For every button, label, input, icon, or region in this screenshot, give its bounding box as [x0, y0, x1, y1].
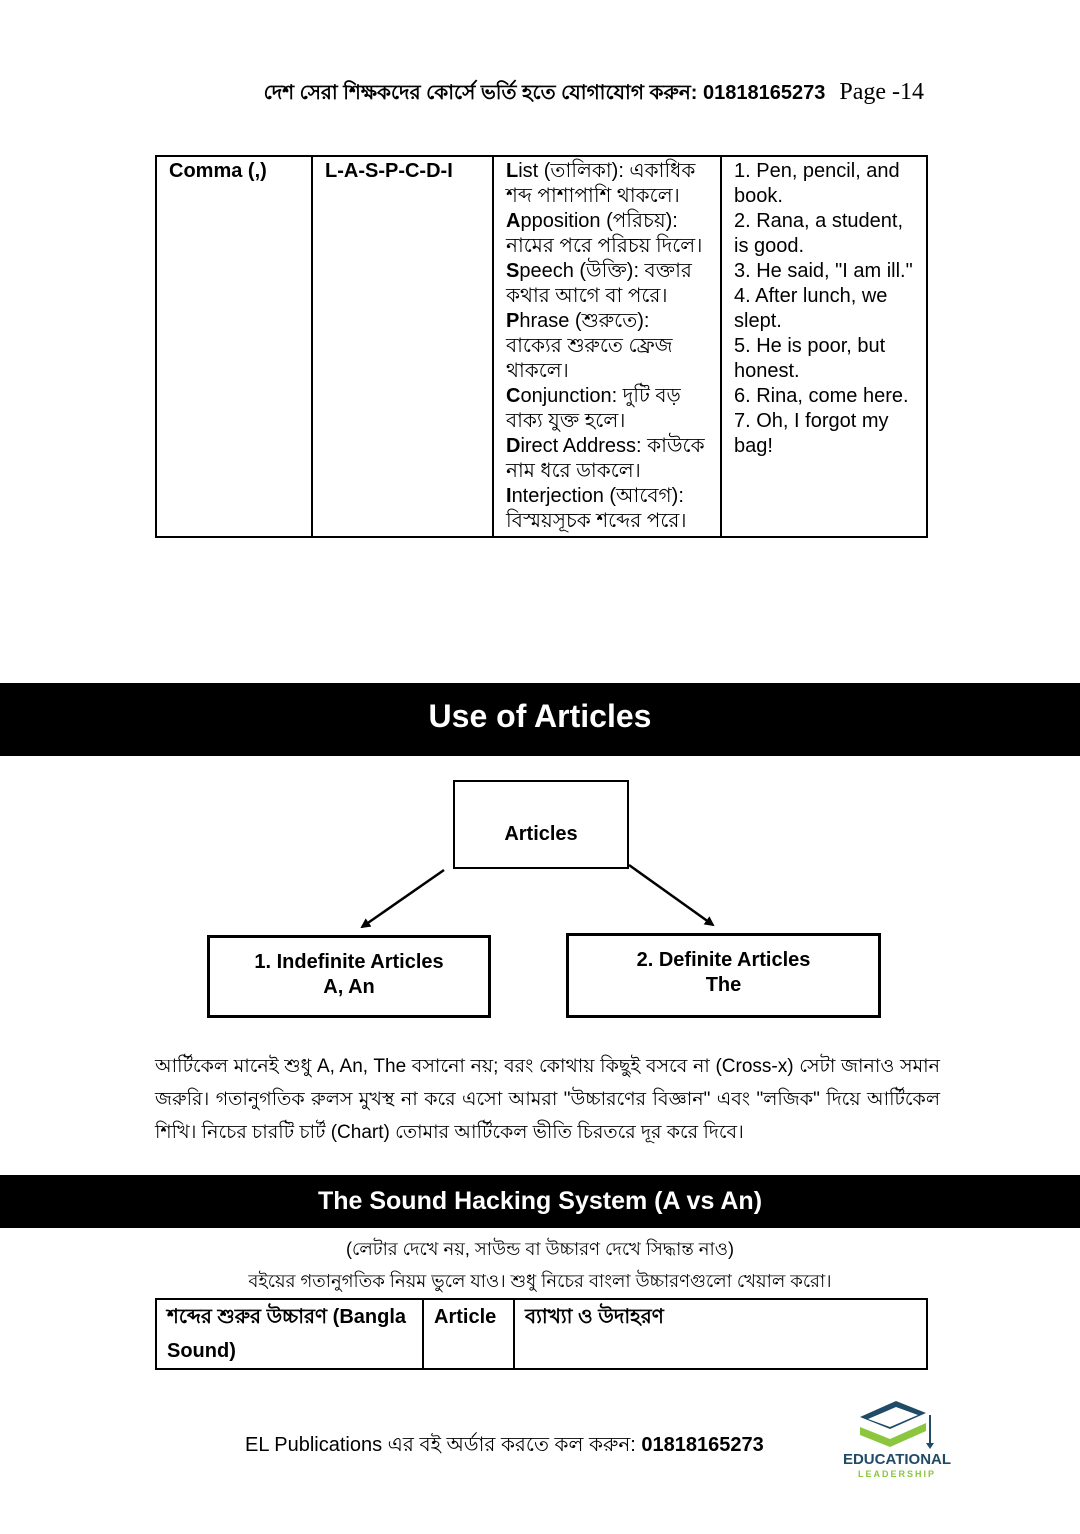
table-header-row — [156, 1299, 927, 1369]
rule-item: Interjection (আবেগ): বিস্ময়সূচক শব্দের পরে। — [506, 485, 687, 532]
rule-item: Direct Address: কাউকে নাম ধরে ডাকলে। — [506, 435, 705, 482]
column-header-explanation: ব্যাখ্যা ও উদাহরণ — [514, 1299, 927, 1369]
rule-item: Phrase (শুরুতে): বাক্যের শুরুতে ফ্রেজ থাকলে। — [506, 310, 673, 382]
definite-title: 2. Definite Articles — [636, 949, 811, 971]
column-header-sound: শব্দের শুরুর উচ্চারণ (Bangla Sound) — [156, 1299, 423, 1369]
sound-hacking-heading: The Sound Hacking System (A vs An) — [0, 1175, 1080, 1228]
column-header-article: Article — [423, 1299, 514, 1369]
diagram-root-box — [453, 780, 629, 869]
logo-name: EDUCATIONAL — [842, 1451, 952, 1468]
example-item: 3. He said, "I am ill." — [734, 260, 913, 282]
indefinite-items: A, An — [323, 976, 375, 998]
rule-item: Speech (উক্তি): বক্তার কথার আগে বা পরে। — [506, 260, 692, 307]
sound-note: বইয়ের গতানুগতিক নিয়ম ভুলে যাও। শুধু নিচের বাংলা উচ্চারণগুলো খেয়াল করো। — [248, 1271, 832, 1291]
mnemonic-cell: L-A-S-P-C-D-I — [312, 156, 493, 537]
footer-label: EL Publications এর বই অর্ডার করতে কল করুন: — [245, 1434, 642, 1456]
rule-item: List (তালিকা): একাধিক শব্দ পাশাপাশি থাকলে। — [506, 160, 696, 207]
sound-table — [155, 1298, 928, 1370]
diagram-root-label: Articles — [504, 823, 578, 845]
rule-item: Apposition (পরিচয়): নামের পরে পরিচয় দিলে। — [506, 210, 703, 257]
articles-intro-paragraph: আর্টিকেল মানেই শুধু A, An, The বসানো নয়; বরং কোথায় কিছুই বসবে না (Cross-x) সেটা জানাও সমান জরুরি। গতানুগতিক রুলস মুখস্থ না করে এসো আমরা "উচ্চারণের বিজ্ঞান" এবং "লজিক" দিয়ে আর্টিকেল শিখি। নিচের চারটি চার্ট (Chart) তোমার আর্টিকেল ভীতি চিরতরে দূর করে দিবে। — [155, 1056, 940, 1143]
sound-subtitle: (লেটার দেখে নয়, সাউন্ড বা উচ্চারণ দেখে সিদ্ধান্ত নাও) — [346, 1239, 734, 1259]
footer-text — [245, 1430, 764, 1463]
example-item: 7. Oh, I forgot my bag! — [734, 410, 889, 457]
page-number: Page -14 — [839, 79, 924, 105]
indefinite-articles-box — [207, 935, 491, 1018]
educational-leadership-logo — [832, 1395, 962, 1495]
promo-text: দেশ সেরা শিক্ষকদের কোর্সে ভর্তি হতে যোগাযোগ করুন: 01818165273 — [263, 82, 826, 104]
rule-item: Conjunction: দুটি বড় বাক্য যুক্ত হলে। — [506, 385, 681, 432]
example-item: 4. After lunch, we slept. — [734, 285, 888, 332]
example-item: 6. Rina, come here. — [734, 385, 909, 407]
footer-phone: 01818165273 — [641, 1434, 764, 1456]
topic-cell: Comma (,) — [156, 156, 312, 537]
arrow-left — [362, 870, 444, 927]
articles-heading: Use of Articles — [0, 683, 1080, 756]
indefinite-title: 1. Indefinite Articles — [254, 951, 444, 973]
example-item: 5. He is poor, but honest. — [734, 335, 886, 382]
arrow-right — [629, 865, 713, 925]
example-item: 1. Pen, pencil, and book. — [734, 160, 900, 207]
logo-tagline: LEADERSHIP — [857, 1469, 936, 1479]
definite-items: The — [705, 974, 742, 996]
definite-articles-box — [566, 933, 881, 1018]
logo-icon — [832, 1395, 962, 1451]
example-item: 2. Rana, a student, is good. — [734, 210, 904, 257]
